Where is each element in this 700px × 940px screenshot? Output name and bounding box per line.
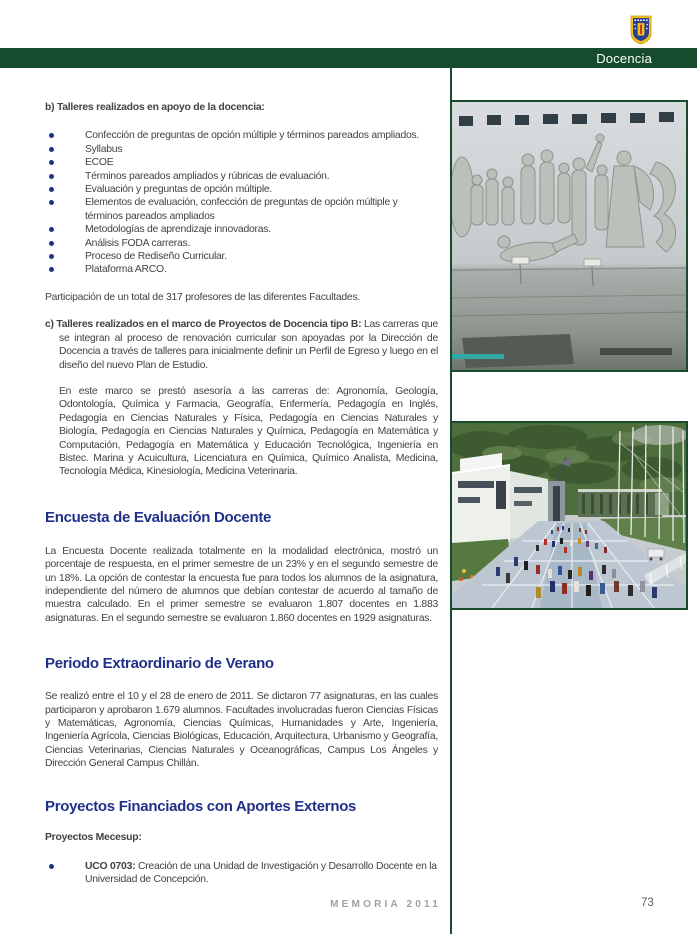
campus-walkway-photo <box>450 421 688 610</box>
section-heading-verano: Periodo Extraordinario de Verano <box>45 655 274 673</box>
header-bar <box>0 48 697 68</box>
section-heading-encuesta: Encuesta de Evaluación Docente <box>45 508 272 526</box>
page-number: 73 <box>641 897 654 909</box>
list-item-text: Análisis FODA carreras. <box>85 237 191 249</box>
project-text: Creación de una Unidad de Investigación y Desarrollo Docente en la Universidad de Concepción. <box>85 861 437 886</box>
careers-paragraph: En este marco se prestó asesoría a las carreras de: Agronomía, Geología, Odontología, Química y Farmacia, Geografía, Enfermería, Pedagogía en Inglés, Pedagogía en Ciencias Naturales y Física, Pedagogía en Ciencias Naturales y Biología, Pedagogía en Ciencias Naturales y Química, Pedagogía en Matemática y Computación, Pedagogía en Matemática y Educación Tecnológica, Ingeniería en Bistec. Marina y Acuicultura, Licenciatura en Química, Químico Analista, Medicina, Tecnología Médica, Kinesiología, Medicina Veterinaria. <box>59 385 438 478</box>
main-text-column <box>45 101 438 887</box>
bullet-icon <box>49 864 54 869</box>
bullet-icon <box>49 254 54 259</box>
list-item-text: ECOE <box>85 157 114 169</box>
university-shield-graphic <box>630 15 652 45</box>
list-item <box>45 263 438 276</box>
list-item-text: Confección de preguntas de opción múltiple y términos pareados ampliados. <box>85 130 420 142</box>
relief-sculpture-photo <box>450 100 688 372</box>
projects-list <box>45 860 438 887</box>
list-item-text: Metodologías de aprendizaje innovadoras. <box>85 224 271 236</box>
subsection-c-heading: c) Talleres realizados en el marco de Proyectos de Docencia tipo B: <box>45 319 362 331</box>
project-code: UCO 0703: <box>85 861 136 873</box>
bullet-icon <box>49 147 54 152</box>
encuesta-paragraph: La Encuesta Docente realizada totalmente en la modalidad electrónica, mostró un porcentaje de respuesta, en el primer semestre de un 23% y en el segundo semestre de un 18%. La opción de contestar la encuesta fue para todos los alumnos de la asignatura, independiente del número de alumnos que debían contestar de acuerdo al tamaño de muestra calculado. En el primer semestre se evaluaron 1.807 docentes en 1.883 asignaturas. En el segundo semestre se evaluaron 1.860 docentes en 1929 asignaturas. <box>45 545 438 624</box>
relief-sculpture-image <box>452 102 686 370</box>
bullet-icon <box>49 241 54 246</box>
list-item-text: Elementos de evaluación, confección de preguntas de opción múltiple y términos pareados ampliados <box>85 197 398 222</box>
page-section-title: Docencia <box>596 50 652 66</box>
list-item-text: Proceso de Rediseño Curricular. <box>85 251 227 263</box>
university-shield-icon <box>630 15 652 45</box>
campus-walkway-image <box>452 423 686 608</box>
bullet-icon <box>49 133 54 138</box>
bullet-icon <box>49 174 54 179</box>
bullet-icon <box>49 267 54 272</box>
bullet-icon <box>49 200 54 205</box>
list-item <box>45 196 438 223</box>
mecesup-subheading: Proyectos Mecesup: <box>45 831 142 843</box>
list-item <box>45 156 438 169</box>
bullet-icon <box>49 160 54 165</box>
participation-note: Participación de un total de 317 profesores de las diferentes Facultades. <box>45 291 361 303</box>
list-item-text: Syllabus <box>85 143 123 155</box>
list-item <box>45 250 438 263</box>
workshops-list <box>45 129 438 276</box>
subsection-c-paragraph <box>45 318 438 372</box>
bullet-icon <box>49 187 54 192</box>
list-item <box>45 860 438 887</box>
subsection-c-text: Las carreras que se integran al proceso de renovación curricular son apoyadas por la Dirección de Docencia a través de talleres para inicialmente definir un Perfil de Egreso y luego en el diseño del nuevo Plan de Estudio. <box>59 319 438 371</box>
list-item-text: Plataforma ARCO. <box>85 264 167 276</box>
list-item <box>45 143 438 156</box>
list-item <box>45 170 438 183</box>
list-item-text: Evaluación y preguntas de opción múltiple. <box>85 184 273 196</box>
footer-memoria-label: MEMORIA 2011 <box>330 899 441 910</box>
bullet-icon <box>49 227 54 232</box>
list-item <box>45 237 438 250</box>
list-item <box>45 183 438 196</box>
list-item <box>45 223 438 236</box>
subsection-b-heading: b) Talleres realizados en apoyo de la docencia: <box>45 102 265 113</box>
list-item-text: Términos pareados ampliados y rúbricas de evaluación. <box>85 170 330 182</box>
verano-paragraph: Se realizó entre el 10 y el 28 de enero de 2011. Se dictaron 77 asignaturas, en las cuales participaron y aprobaron 1.679 alumnos. Facultades involucradas fueron Ciencias Físicas y Matemáticas, Agronomía, Ciencias Químicas, Humanidades y Arte, Ingeniería, Ingeniería Agrícola, Ciencias Biológicas, Educación, Arquitectura, Urbanismo y Geografía, Ciencias Veterinarias, Ciencias Naturales y Oceanográficas, Campus Los Ángeles y Dirección General Campus Chillán. <box>45 691 438 770</box>
list-item <box>45 129 438 142</box>
section-heading-proyectos: Proyectos Financiados con Aportes Externos <box>45 797 357 815</box>
